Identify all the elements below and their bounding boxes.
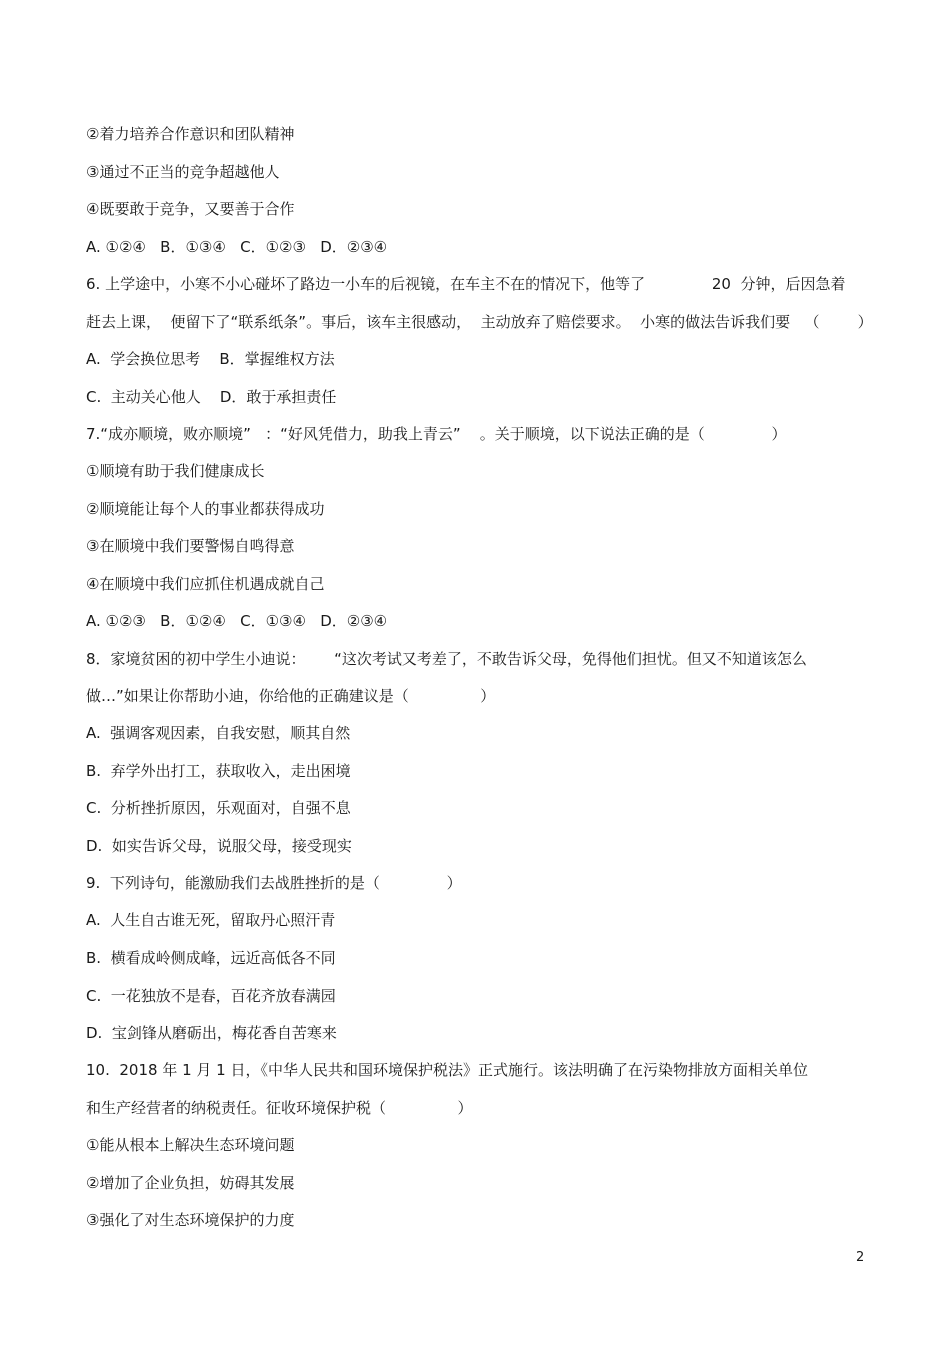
question-7-statement-2: ②顺境能让每个人的事业都获得成功 <box>86 500 325 518</box>
question-6-choices-ab: A. 学会换位思考 B．掌握维权方法 <box>86 350 335 368</box>
question-10-statement-3: ③强化了对生态环境保护的力度 <box>86 1211 295 1229</box>
question-7-statement-1: ①顺境有助于我们健康成长 <box>86 462 265 480</box>
question-10-stem-line-2: 和生产经营者的纳税责任。征收环境保护税（ ） <box>86 1099 473 1117</box>
question-8-choice-c: C. 分析挫折原因，乐观面对，自强不息 <box>86 799 351 817</box>
question-8-stem-line-1: 8．家境贫困的初中学生小迪说： “这次考试又考差了，不敢告诉父母，免得他们担忧。但又不知道该怎么 <box>86 650 807 668</box>
question-6-choices-cd: C. 主动关心他人 D．敢于承担责任 <box>86 388 337 406</box>
question-8-choice-b: B. 弃学外出打工，获取收入，走出困境 <box>86 762 351 780</box>
question-10-statement-2: ②增加了企业负担，妨碍其发展 <box>86 1174 295 1192</box>
question-9-choice-c: C. 一花独放不是春，百花齐放春满园 <box>86 987 336 1005</box>
question-9-choice-d: D. 宝剑锋从磨砺出，梅花香自苦寒来 <box>86 1024 337 1042</box>
question-8-choice-d: D. 如实告诉父母，说服父母，接受现实 <box>86 837 352 855</box>
question-7-stem: 7.“成亦顺境，败亦顺境” ：“好风凭借力，助我上青云” 。关于顺境，以下说法正确的是（ ） <box>86 425 787 443</box>
question-9-choice-a: A. 人生自古谁无死，留取丹心照汗青 <box>86 911 336 929</box>
question-6-stem-line-2: 赶去上课， 便留下了“联系纸条”。事后，该车主很感动， 主动放弃了赔偿要求。 小寒的做法告诉我们要 （ ） <box>86 313 873 331</box>
option-statement-2: ②着力培养合作意识和团队精神 <box>86 125 295 143</box>
question-8-stem-line-2: 做…”如果让你帮助小迪，你给他的正确建议是（ ） <box>86 687 496 705</box>
question-10-stem-line-1: 10. 2018 年 1 月 1 日，《中华人民共和国环境保护税法》正式施行。该法明确了在污染物排放方面相关单位 <box>86 1061 808 1079</box>
question-7-statement-4: ④在顺境中我们应抓住机遇成就自己 <box>86 575 325 593</box>
question-9-stem: 9. 下列诗句，能激励我们去战胜挫折的是（ ） <box>86 874 462 892</box>
question-9-choice-b: B. 横看成岭侧成峰，远近高低各不同 <box>86 949 336 967</box>
page-number: 2 <box>856 1250 865 1265</box>
question-7-choices: A. ①②③ B．①②④ C．①③④ D．②③④ <box>86 612 388 630</box>
option-statement-4: ④既要敢于竞争，又要善于合作 <box>86 200 295 218</box>
question-10-statement-1: ①能从根本上解决生态环境问题 <box>86 1136 295 1154</box>
answer-choices-q5: A. ①②④ B．①③④ C．①②③ D．②③④ <box>86 238 388 256</box>
question-8-choice-a: A. 强调客观因素，自我安慰，顺其自然 <box>86 724 351 742</box>
option-statement-3: ③通过不正当的竞争超越他人 <box>86 163 280 181</box>
question-6-stem-line-1: 6. 上学途中，小寒不小心碰坏了路边一小车的后视镜，在车主不在的情况下，他等了 20 分钟，后因急着 <box>86 275 846 293</box>
question-7-statement-3: ③在顺境中我们要警惕自鸣得意 <box>86 537 295 555</box>
